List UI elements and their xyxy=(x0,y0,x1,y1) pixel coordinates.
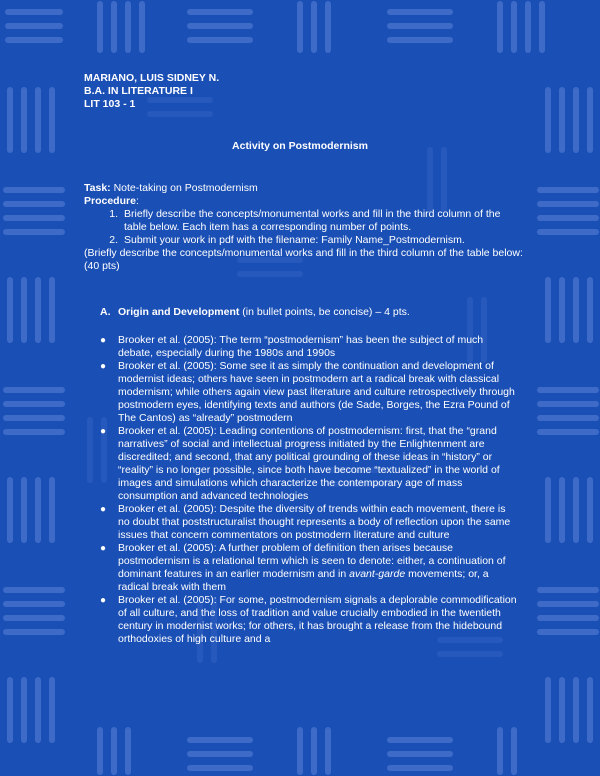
task-line xyxy=(84,182,524,195)
list-item-text: Brooker et al. (2005): The term “postmodernism” has been the subject of much debate, especially during the 1980s and 1990s xyxy=(118,334,484,359)
list-item-italic: avant-garde xyxy=(349,568,406,580)
list-item xyxy=(100,425,520,503)
procedure-label: Procedure xyxy=(84,195,136,207)
step-text: Briefly describe the concepts/monumental works and fill in the third column of the table below. Each item has a corresponding number of points. xyxy=(124,208,501,233)
bullet-icon: ● xyxy=(100,361,107,372)
bullet-icon: ● xyxy=(100,595,107,606)
task-block xyxy=(84,182,524,273)
bullet-icon: ● xyxy=(100,504,107,515)
list-item-text-end: movements; or, a radical break with them xyxy=(118,568,489,593)
task-label: Task: xyxy=(84,182,111,194)
list-item xyxy=(100,360,520,425)
instruction-note: (Briefly describe the concepts/monumental works and fill in the third column of the table below: (40 pts) xyxy=(84,247,523,272)
bullet-icon: ● xyxy=(100,426,107,437)
list-item-text: Brooker et al. (2005): Despite the diversity of trends within each movement, there is no doubt that poststructuralist thought represents a body of reflection upon the same issues that concern commentators on postmodern literature and culture xyxy=(118,503,511,541)
list-item-text: Brooker et al. (2005): Leading contentions of postmodernism: first, that the “grand narratives” of social and intellectual progress initiated by the Enlightenment are discredited; and second, that any political grounding of these ideas in “history” or “reality” is no longer possible, since both have become “textualized” in the world of images and simulations which characterize the contemporary age of mass consumption and advanced technologies xyxy=(118,425,500,502)
course-code: LIT 103 - 1 xyxy=(84,98,136,110)
section-heading xyxy=(100,306,520,319)
procedure-list xyxy=(84,208,524,247)
list-item-text: Brooker et al. (2005): Some see it as simply the continuation and development of modernist ideas; others have seen in postmodern art a radical break with classical modernism; while others again view past literature and culture retrospectively through postmodern eyes, identifying texts and authors (de Sade, Borges, the Ezra Pound of The Cantos) as “already” postmodern xyxy=(118,360,515,424)
procedure-step xyxy=(84,234,524,247)
section-letter: A. xyxy=(100,306,111,318)
list-item-text: Brooker et al. (2005): For some, postmodernism signals a deplorable commodification of all culture, and the loss of tradition and value crucially embodied in the twentieth century in modernist works; for others, it has brought a release from the hidebound orthodoxies of high culture and a xyxy=(118,594,517,645)
list-item xyxy=(100,594,520,646)
step-number: 1. xyxy=(109,208,118,220)
bullet-icon: ● xyxy=(100,543,107,554)
student-header xyxy=(84,72,219,111)
student-name: MARIANO, LUIS SIDNEY N. xyxy=(84,72,220,84)
list-item xyxy=(100,334,520,360)
step-number: 2. xyxy=(109,234,118,246)
procedure-colon: : xyxy=(135,195,139,207)
list-item-text xyxy=(118,542,520,594)
bullet-icon: ● xyxy=(100,335,107,346)
list-item xyxy=(100,503,520,542)
notes-list xyxy=(100,334,520,646)
task-text: Note-taking on Postmodernism xyxy=(110,182,258,194)
section-title: Origin and Development xyxy=(118,306,240,318)
list-item-text-start: Brooker et al. (2005): A further problem of definition then arises because postmodernism is a relational term which is seen to denote: either, a continuation of dominant features in an earlier modernism and in xyxy=(118,542,506,580)
section-subtitle: (in bullet points, be concise) – 4 pts. xyxy=(239,306,410,318)
step-text: Submit your work in pdf with the filename: Family Name_Postmodernism. xyxy=(124,234,465,246)
list-item xyxy=(100,542,520,594)
procedure-step xyxy=(84,208,524,234)
student-program: B.A. IN LITERATURE I xyxy=(84,85,193,97)
page-title: Activity on Postmodernism xyxy=(232,140,368,152)
procedure-line xyxy=(84,195,524,208)
